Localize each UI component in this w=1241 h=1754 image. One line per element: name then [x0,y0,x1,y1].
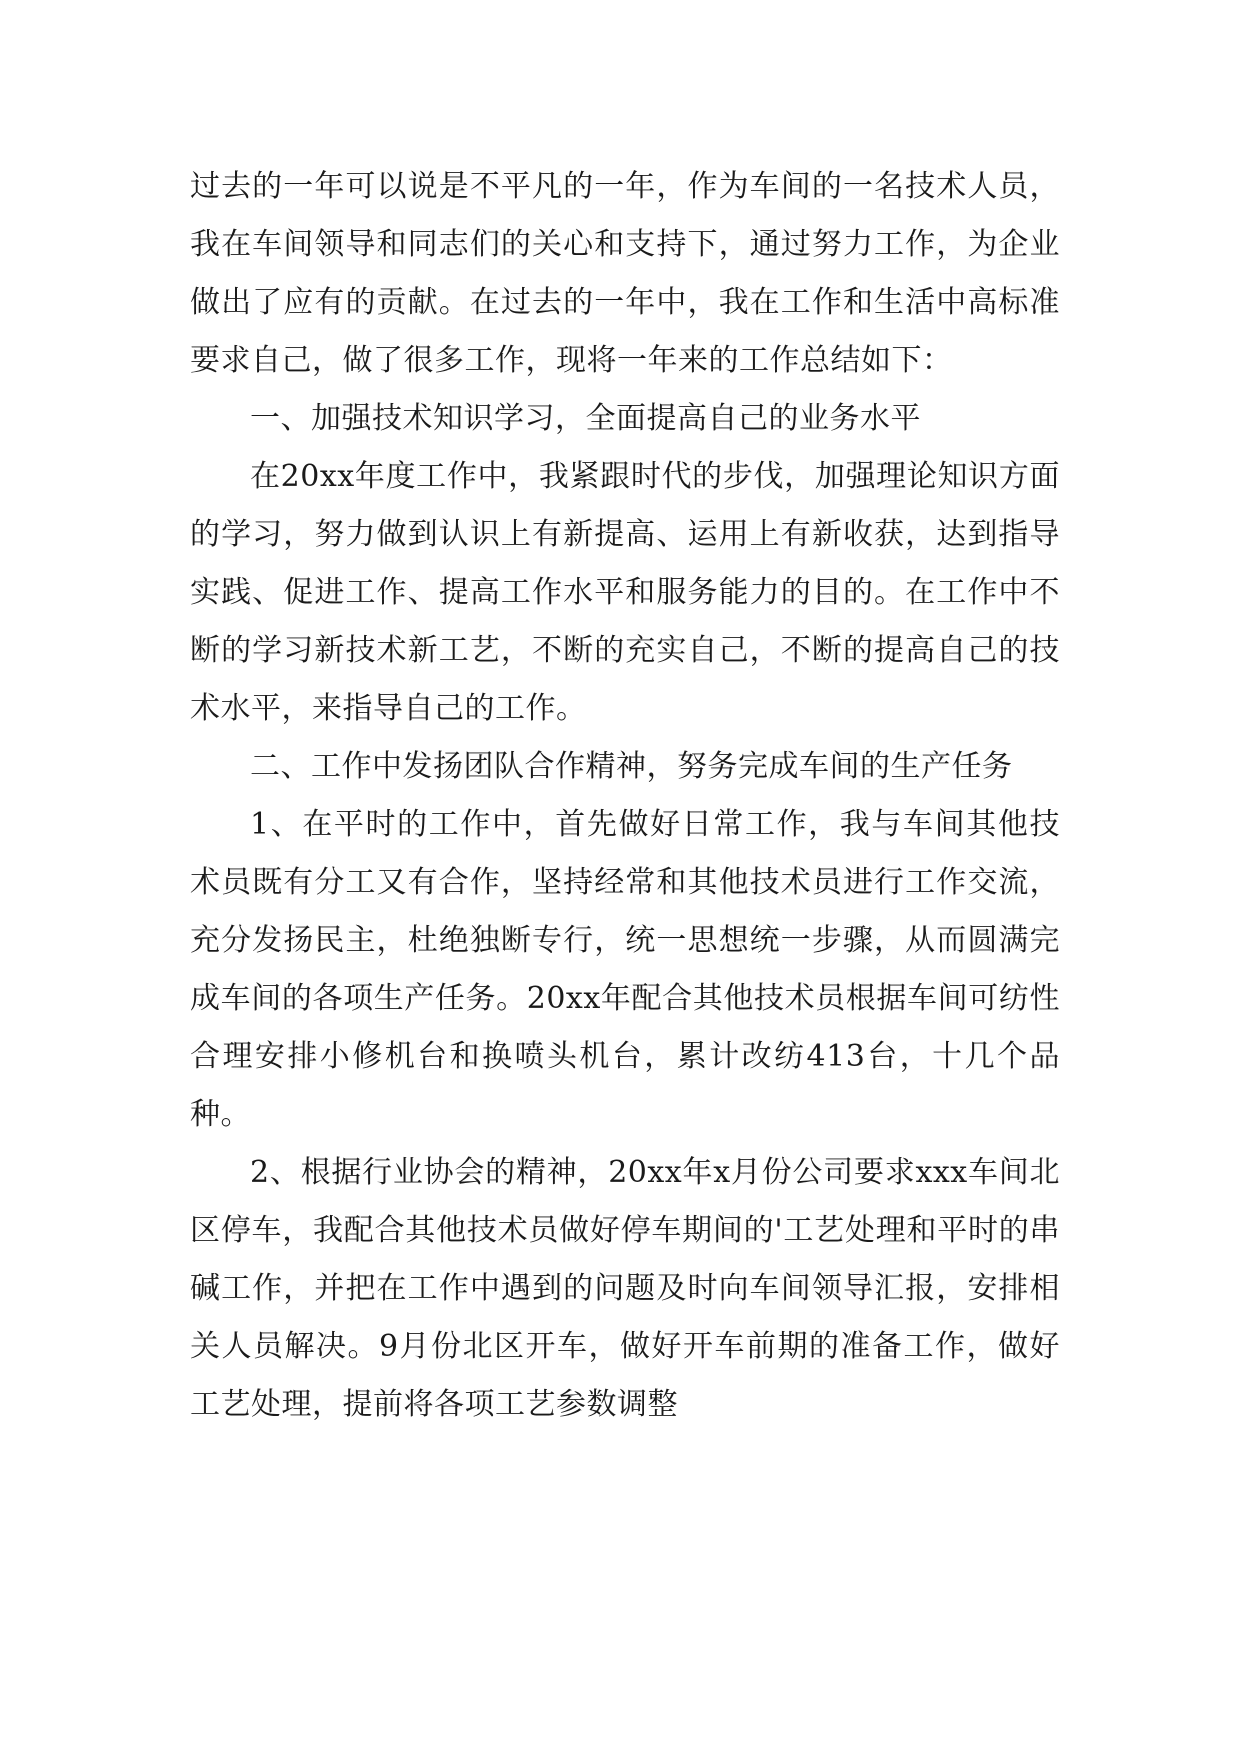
section-1-paragraph: 在20xx年度工作中，我紧跟时代的步伐，加强理论知识方面的学习，努力做到认识上有新提高、运用上有新收获，达到指导实践、促进工作、提高工作水平和服务能力的目的。在工作中不断的学习新技术新工艺，不断的充实自己，不断的提高自己的技术水平，来指导自己的工作。 [190,459,1060,726]
list-item-1-paragraph: 1、在平时的工作中，首先做好日常工作，我与车间其他技术员既有分工又有合作，坚持经常和其他技术员进行工作交流，充分发扬民主，杜绝独断专行，统一思想统一步骤，从而圆满完成车间的各项生产任务。20xx年配合其他技术员根据车间可纺性合理安排小修机台和换喷头机台，累计改纺413台，十几个品种。 [190,807,1060,1132]
section-heading-1: 一、加强技术知识学习，全面提高自己的业务水平 [250,401,921,436]
section-heading-2: 二、工作中发扬团队合作精神，努务完成车间的生产任务 [250,749,1013,784]
intro-paragraph: 过去的一年可以说是不平凡的一年，作为车间的一名技术人员，我在车间领导和同志们的关心和支持下，通过努力工作，为企业做出了应有的贡献。在过去的一年中，我在工作和生活中高标准要求自己，做了很多工作，现将一年来的工作总结如下： [190,169,1060,378]
document-body [190,158,1060,1434]
list-item-2-paragraph: 2、根据行业协会的精神，20xx年x月份公司要求xxx车间北区停车，我配合其他技术员做好停车期间的'工艺处理和平时的串碱工作，并把在工作中遇到的问题及时向车间领导汇报，安排相关人员解决。9月份北区开车，做好开车前期的准备工作，做好工艺处理，提前将各项工艺参数调整 [190,1155,1060,1422]
